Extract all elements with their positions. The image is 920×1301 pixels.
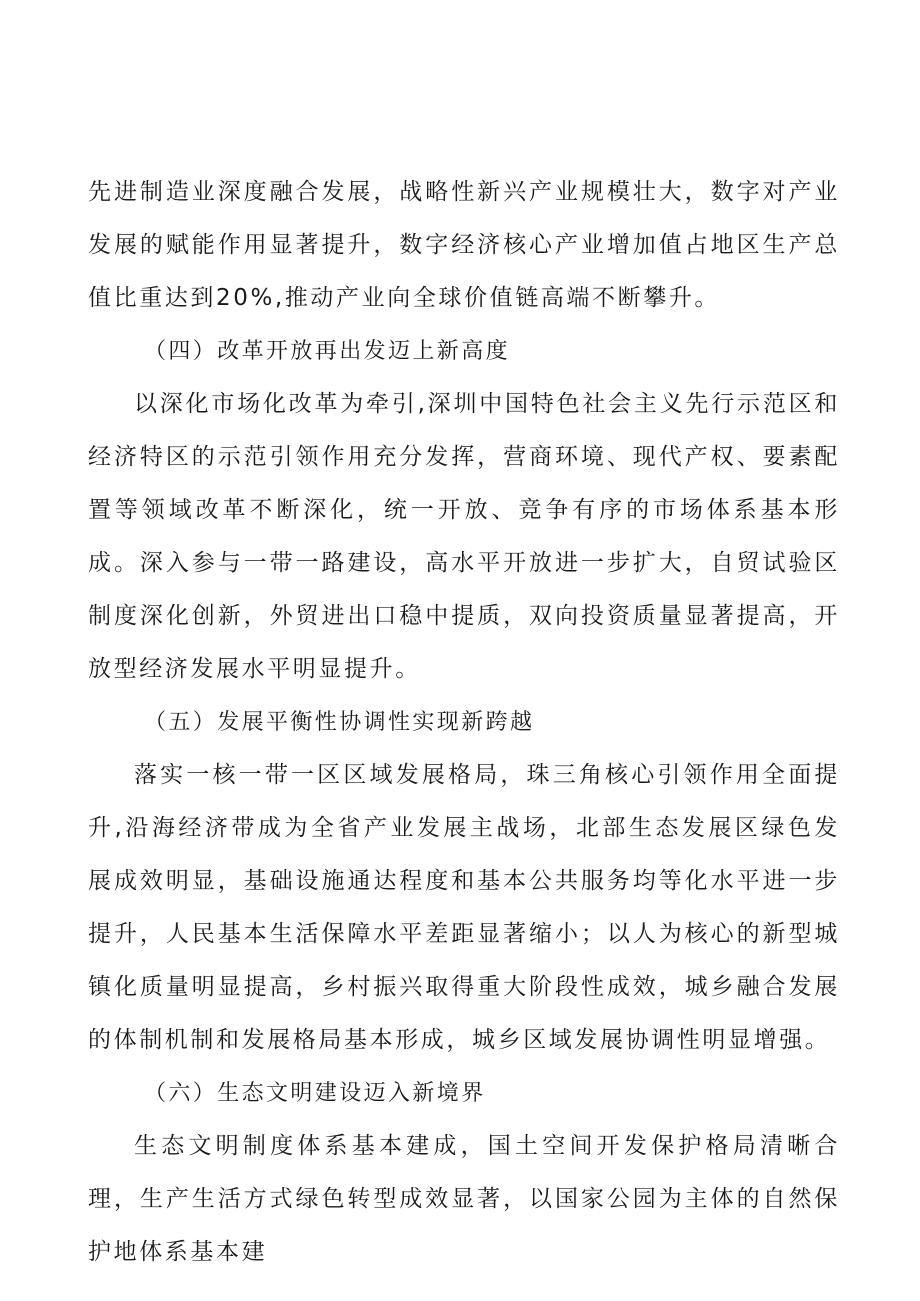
section-heading-reform: （四）改革开放再出发迈上新高度 <box>144 339 511 364</box>
document-body <box>88 166 840 1279</box>
paragraph-industry: 先进制造业深度融合发展，战略性新兴产业规模壮大，数字对产业发展的赋能作用显著提升，数字经济核心产业增加值占地区生产总值比重达到20%,推动产业向全球价值链高端不断攀升。 <box>88 179 840 311</box>
section-heading-balance: （五）发展平衡性协调性实现新跨越 <box>144 710 535 735</box>
paragraph-balance: 落实一核一带一区区域发展格局，珠三角核心引领作用全面提升,沿海经济带成为全省产业发展主战场，北部生态发展区绿色发展成效明显，基础设施通达程度和基本公共服务均等化水平进一步提升，人民基本生活保障水平差距显著缩小；以人为核心的新型城镇化质量明显提高，乡村振兴取得重大阶段性成效，城乡融合发展的体制机制和发展格局基本形成，城乡区域发展协调性明显增强。 <box>88 762 840 1053</box>
section-heading-ecology: （六）生态文明建设迈入新境界 <box>144 1081 486 1106</box>
paragraph-ecology: 生态文明制度体系基本建成，国土空间开发保护格局清晰合理，生产生活方式绿色转型成效显著，以国家公园为主体的自然保护地体系基本建 <box>88 1133 840 1265</box>
paragraph-reform: 以深化市场化改革为牵引,深圳中国特色社会主义先行示范区和经济特区的示范引领作用充分发挥，营商环境、现代产权、要素配置等领域改革不断深化，统一开放、竞争有序的市场体系基本形成。深入参与一带一路建设，高水平开放进一步扩大，自贸试验区制度深化创新，外贸进出口稳中提质，双向投资质量显著提高，开放型经济发展水平明显提升。 <box>88 391 840 682</box>
